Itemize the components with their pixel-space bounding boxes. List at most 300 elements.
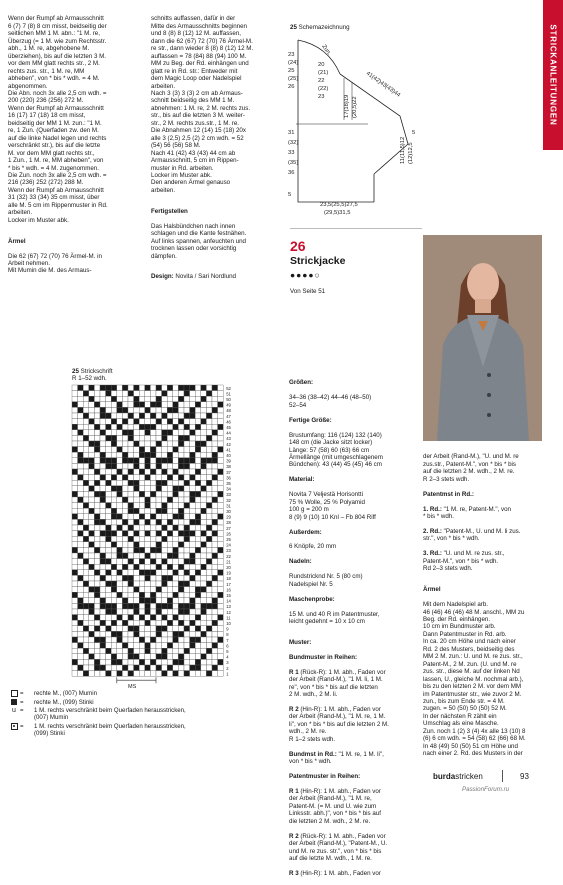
chart-cell-light xyxy=(184,592,190,598)
chart-cell-light xyxy=(218,587,224,593)
chart-cell-dark xyxy=(134,547,140,553)
chart-cell-light xyxy=(201,659,207,665)
chart-cell-light xyxy=(184,491,190,497)
chart-cell-light xyxy=(122,659,128,665)
chart-cell-dark xyxy=(89,531,95,537)
chart-row-label: 49 xyxy=(226,402,231,408)
chart-cell-light xyxy=(173,626,179,632)
chart-cell-light xyxy=(83,407,89,413)
chart-cell-light xyxy=(145,615,151,621)
chart-cell-light xyxy=(139,620,145,626)
chart-cell-dark xyxy=(201,609,207,615)
chart-cell-light xyxy=(184,402,190,408)
chart-cell-dark xyxy=(89,486,95,492)
chart-cell-dark xyxy=(111,419,117,425)
chart-cell-dark xyxy=(150,424,156,430)
chart-cell-light xyxy=(145,587,151,593)
chart-cell-light xyxy=(100,659,106,665)
chart-cell-light xyxy=(201,553,207,559)
chart-cell-light xyxy=(173,609,179,615)
body-outline xyxy=(298,40,374,202)
chart-cell-light xyxy=(122,480,128,486)
chart-cell-light xyxy=(190,615,196,621)
repeat-label: MS xyxy=(128,684,137,691)
chart-cell-light xyxy=(89,430,95,436)
chart-cell-light xyxy=(94,413,100,419)
chart-cell-dark xyxy=(111,603,117,609)
chart-cell-light xyxy=(195,391,201,397)
chart-cell-light xyxy=(128,637,134,643)
difficulty-rating: ●●●●○ xyxy=(290,270,321,280)
chart-cell-light xyxy=(150,654,156,660)
chart-cell-light xyxy=(156,447,162,453)
chart-cell-light xyxy=(89,475,95,481)
chart-cell-dark xyxy=(201,564,207,570)
chart-cell-light xyxy=(78,424,84,430)
chart-cell-dark xyxy=(190,458,196,464)
chart-cell-light xyxy=(145,564,151,570)
chart-cell-dark xyxy=(83,480,89,486)
chart-cell-light xyxy=(122,441,128,447)
chart-cell-light xyxy=(128,441,134,447)
chart-cell-light xyxy=(150,525,156,531)
chart-cell-light xyxy=(122,631,128,637)
chart-cell-light xyxy=(94,486,100,492)
chart-cell-light xyxy=(72,435,78,441)
chart-cell-light xyxy=(83,452,89,458)
measure-label: (32) xyxy=(288,140,299,146)
chart-cell-light xyxy=(117,435,123,441)
chart-cell-light xyxy=(212,581,218,587)
chart-cell-light xyxy=(111,575,117,581)
chart-cell-dark xyxy=(162,413,168,419)
chart-cell-light xyxy=(94,620,100,626)
chart-cell-dark xyxy=(128,430,134,436)
chart-cell-dark xyxy=(72,615,78,621)
chart-cell-light xyxy=(78,659,84,665)
chart-cell-dark xyxy=(190,413,196,419)
empty-square-icon xyxy=(11,690,18,697)
chart-cell-dark xyxy=(150,547,156,553)
chart-row-label: 1 xyxy=(226,671,229,677)
chart-cell-dark xyxy=(156,480,162,486)
chart-cell-light xyxy=(94,671,100,677)
chart-cell-light xyxy=(128,452,134,458)
chart-cell-light xyxy=(122,402,128,408)
chart-cell-dark xyxy=(83,525,89,531)
chart-cell-light xyxy=(83,514,89,520)
chart-cell-dark xyxy=(218,402,224,408)
chart-cell-light xyxy=(173,519,179,525)
chart-cell-dark xyxy=(122,419,128,425)
chart-cell-light xyxy=(218,396,224,402)
chart-cell-dark xyxy=(145,553,151,559)
chart-cell-light xyxy=(201,402,207,408)
chart-cell-light xyxy=(167,570,173,576)
chart-cell-light xyxy=(195,508,201,514)
chart-cell-light xyxy=(206,469,212,475)
chart-cell-dark xyxy=(167,553,173,559)
chart-cell-light xyxy=(212,570,218,576)
u-symbol-icon: u xyxy=(12,706,16,714)
chart-cell-dark xyxy=(156,542,162,548)
chart-cell-light xyxy=(134,469,140,475)
chart-cell-light xyxy=(178,503,184,509)
chart-cell-light xyxy=(150,643,156,649)
chart-cell-light xyxy=(117,598,123,604)
chart-cell-light xyxy=(134,407,140,413)
chart-cell-dark xyxy=(150,615,156,621)
chart-cell-dark xyxy=(206,536,212,542)
chart-cell-light xyxy=(117,475,123,481)
chart-cell-light xyxy=(134,514,140,520)
chart-cell-dark xyxy=(206,391,212,397)
chart-cell-dark xyxy=(212,575,218,581)
chart-cell-dark xyxy=(139,447,145,453)
chart-cell-dark xyxy=(83,671,89,677)
chart-cell-light xyxy=(206,452,212,458)
chart-cell-light xyxy=(78,441,84,447)
chart-cell-light xyxy=(212,503,218,509)
chart-cell-dark xyxy=(128,671,134,677)
chart-cell-light xyxy=(167,396,173,402)
measure-label: 23,5(25,5)27,5 xyxy=(320,202,358,208)
chart-cell-dark xyxy=(83,536,89,542)
chart-cell-dark xyxy=(173,486,179,492)
chart-cell-light xyxy=(78,514,84,520)
chart-cell-light xyxy=(190,469,196,475)
chart-row-label: 20 xyxy=(226,565,231,570)
chart-cell-light xyxy=(83,564,89,570)
chart-cell-dark xyxy=(106,463,112,469)
chart-cell-light xyxy=(117,654,123,660)
chart-cell-dark xyxy=(83,391,89,397)
chart-cell-light xyxy=(206,637,212,643)
chart-cell-light xyxy=(139,575,145,581)
chart-cell-dark xyxy=(218,424,224,430)
chart-cell-dark xyxy=(156,441,162,447)
chart-cell-dark xyxy=(134,419,140,425)
chart-cell-light xyxy=(122,413,128,419)
chart-cell-light xyxy=(150,463,156,469)
chart-cell-light xyxy=(162,385,168,391)
chart-cell-light xyxy=(206,430,212,436)
chart-cell-light xyxy=(212,615,218,621)
chart-cell-light xyxy=(206,486,212,492)
chart-cell-dark xyxy=(201,531,207,537)
chart-cell-light xyxy=(72,587,78,593)
chart-cell-light xyxy=(106,497,112,503)
chart-cell-light xyxy=(83,475,89,481)
chart-cell-light xyxy=(156,637,162,643)
chart-cell-light xyxy=(162,564,168,570)
chart-cell-light xyxy=(150,564,156,570)
chart-cell-light xyxy=(195,525,201,531)
chart-cell-light xyxy=(78,587,84,593)
chart-cell-dark xyxy=(145,385,151,391)
chart-cell-dark xyxy=(111,631,117,637)
chart-cell-light xyxy=(111,626,117,632)
measure-label: 5 xyxy=(412,130,416,136)
chart-cell-dark xyxy=(122,620,128,626)
chart-cell-dark xyxy=(145,458,151,464)
chart-cell-dark xyxy=(117,491,123,497)
chart-cell-light xyxy=(78,626,84,632)
chart-cell-light xyxy=(212,648,218,654)
chart-cell-dark xyxy=(78,598,84,604)
chart-cell-light xyxy=(72,603,78,609)
chart-cell-light xyxy=(106,407,112,413)
chart-cell-light xyxy=(206,564,212,570)
chart-cell-dark xyxy=(195,480,201,486)
chart-cell-dark xyxy=(78,643,84,649)
chart-cell-dark xyxy=(145,475,151,481)
chart-cell-dark xyxy=(173,407,179,413)
chart-cell-dark xyxy=(122,497,128,503)
chart-cell-light xyxy=(167,542,173,548)
chart-cell-light xyxy=(195,430,201,436)
chart-cell-light xyxy=(89,547,95,553)
chart-cell-light xyxy=(89,536,95,542)
chart-cell-light xyxy=(173,497,179,503)
chart-cell-light xyxy=(83,615,89,621)
chart-cell-light xyxy=(195,536,201,542)
chart-cell-dark xyxy=(190,575,196,581)
measure-label: 31 xyxy=(288,130,295,136)
chart-cell-light xyxy=(195,463,201,469)
chart-cell-dark xyxy=(167,519,173,525)
chart-cell-light xyxy=(206,631,212,637)
chart-cell-dark xyxy=(94,587,100,593)
chart-cell-light xyxy=(145,637,151,643)
chart-cell-dark xyxy=(94,626,100,632)
chart-cell-dark xyxy=(78,665,84,671)
chart-cell-light xyxy=(184,575,190,581)
chart-cell-dark xyxy=(201,508,207,514)
chart-cell-dark xyxy=(218,615,224,621)
chart-cell-light xyxy=(89,435,95,441)
chart-cell-light xyxy=(201,475,207,481)
chart-cell-light xyxy=(111,480,117,486)
chart-cell-light xyxy=(117,609,123,615)
chart-row-label: 31 xyxy=(226,503,231,509)
chart-cell-light xyxy=(178,637,184,643)
chart-cell-dark xyxy=(156,463,162,469)
chart-cell-light xyxy=(83,402,89,408)
chart-cell-light xyxy=(139,441,145,447)
chart-cell-dark xyxy=(89,419,95,425)
chart-cell-light xyxy=(178,592,184,598)
chart-cell-light xyxy=(117,564,123,570)
chart-cell-light xyxy=(201,648,207,654)
chart-cell-light xyxy=(156,469,162,475)
chart-cell-light xyxy=(201,424,207,430)
chart-cell-light xyxy=(195,542,201,548)
chart-cell-light xyxy=(156,575,162,581)
chart-cell-light xyxy=(218,609,224,615)
chart-cell-dark xyxy=(111,620,117,626)
chart-cell-dark xyxy=(117,592,123,598)
chart-cell-dark xyxy=(201,441,207,447)
chart-cell-light xyxy=(139,407,145,413)
chart-cell-dark xyxy=(128,575,134,581)
chart-cell-dark xyxy=(72,570,78,576)
chart-cell-light xyxy=(195,575,201,581)
chart-cell-light xyxy=(100,609,106,615)
chart-cell-dark xyxy=(167,575,173,581)
chart-cell-light xyxy=(83,519,89,525)
chart-cell-dark xyxy=(173,615,179,621)
chart-cell-dark xyxy=(212,519,218,525)
chart-row-label: 34 xyxy=(226,486,231,492)
chart-cell-light xyxy=(89,413,95,419)
chart-cell-light xyxy=(218,536,224,542)
chart-cell-light xyxy=(150,435,156,441)
chart-cell-light xyxy=(72,396,78,402)
chart-cell-dark xyxy=(128,391,134,397)
chart-cell-dark xyxy=(94,480,100,486)
chart-cell-light xyxy=(218,458,224,464)
chart-cell-dark xyxy=(89,631,95,637)
chart-cell-light xyxy=(106,631,112,637)
chart-cell-light xyxy=(83,659,89,665)
chart-cell-light xyxy=(106,469,112,475)
chart-cell-light xyxy=(128,447,134,453)
chart-cell-dark xyxy=(145,575,151,581)
chart-cell-light xyxy=(162,486,168,492)
chart-cell-light xyxy=(122,559,128,565)
chart-cell-dark xyxy=(178,564,184,570)
chart-cell-light xyxy=(162,475,168,481)
chart-cell-dark xyxy=(218,570,224,576)
chart-cell-dark xyxy=(117,553,123,559)
chart-cell-light xyxy=(178,626,184,632)
chart-cell-light xyxy=(78,542,84,548)
chart-row-label: 9 xyxy=(226,626,229,632)
chart-cell-dark xyxy=(167,430,173,436)
chart-cell-dark xyxy=(117,486,123,492)
chart-cell-light xyxy=(122,592,128,598)
chart-cell-dark xyxy=(139,452,145,458)
chart-cell-light xyxy=(150,480,156,486)
chart-cell-light xyxy=(190,402,196,408)
chart-cell-dark xyxy=(178,441,184,447)
chart-cell-dark xyxy=(178,587,184,593)
chart-cell-light xyxy=(72,441,78,447)
chart-row-label: 45 xyxy=(226,425,231,430)
chart-cell-light xyxy=(134,491,140,497)
chart-cell-light xyxy=(201,469,207,475)
chart-cell-dark xyxy=(106,458,112,464)
measure-label: (25) xyxy=(288,76,299,82)
chart-cell-dark xyxy=(89,458,95,464)
chart-cell-light xyxy=(218,564,224,570)
chart-cell-dark xyxy=(145,407,151,413)
chart-cell-light xyxy=(212,626,218,632)
chart-cell-light xyxy=(212,659,218,665)
chart-cell-dark xyxy=(106,503,112,509)
dotted-square-icon xyxy=(11,723,18,730)
chart-cell-light xyxy=(89,626,95,632)
chart-cell-light xyxy=(218,419,224,425)
chart-cell-light xyxy=(78,463,84,469)
chart-cell-light xyxy=(184,441,190,447)
chart-cell-light xyxy=(218,391,224,397)
chart-cell-light xyxy=(173,458,179,464)
chart-cell-dark xyxy=(167,665,173,671)
chart-cell-dark xyxy=(156,587,162,593)
chart-cell-light xyxy=(195,452,201,458)
chart-cell-light xyxy=(106,564,112,570)
chart-cell-light xyxy=(195,458,201,464)
chart-cell-dark xyxy=(111,486,117,492)
chart-cell-light xyxy=(83,463,89,469)
chart-cell-light xyxy=(195,609,201,615)
chart-cell-light xyxy=(139,435,145,441)
chart-cell-light xyxy=(212,391,218,397)
chart-cell-dark xyxy=(106,391,112,397)
chart-cell-light xyxy=(72,648,78,654)
measure-label: (29,5)31,5 xyxy=(324,210,351,216)
chart-cell-light xyxy=(201,519,207,525)
chart-cell-light xyxy=(162,424,168,430)
chart-cell-light xyxy=(72,671,78,677)
chart-cell-dark xyxy=(190,452,196,458)
chart-cell-dark xyxy=(106,413,112,419)
chart-cell-dark xyxy=(122,643,128,649)
chart-cell-light xyxy=(106,620,112,626)
chart-cell-light xyxy=(83,441,89,447)
chart-cell-light xyxy=(100,564,106,570)
chart-cell-dark xyxy=(128,458,134,464)
chart-cell-dark xyxy=(218,514,224,520)
chart-cell-dark xyxy=(156,519,162,525)
chart-cell-light xyxy=(156,503,162,509)
chart-cell-light xyxy=(218,525,224,531)
measure-label: (12)12,5 xyxy=(408,142,414,164)
chart-cell-light xyxy=(156,559,162,565)
measure-label: 41(42)43(43)44 xyxy=(364,70,402,99)
chart-cell-dark xyxy=(150,491,156,497)
chart-cell-dark xyxy=(195,587,201,593)
chart-cell-light xyxy=(89,407,95,413)
chart-cell-light xyxy=(150,609,156,615)
chart-cell-dark xyxy=(83,435,89,441)
chart-cell-dark xyxy=(178,514,184,520)
chart-cell-dark xyxy=(83,626,89,632)
chart-cell-dark xyxy=(134,396,140,402)
chart-cell-light xyxy=(117,665,123,671)
chart-cell-light xyxy=(178,598,184,604)
chart-cell-dark xyxy=(162,435,168,441)
chart-cell-dark xyxy=(190,603,196,609)
chart-cell-light xyxy=(83,598,89,604)
chart-cell-light xyxy=(167,491,173,497)
chart-cell-light xyxy=(100,570,106,576)
chart-cell-light xyxy=(173,598,179,604)
chart-cell-dark xyxy=(201,396,207,402)
chart-cell-light xyxy=(167,447,173,453)
chart-cell-light xyxy=(150,458,156,464)
chart-cell-dark xyxy=(201,419,207,425)
chart-cell-dark xyxy=(83,413,89,419)
chart-cell-light xyxy=(134,615,140,621)
chart-cell-light xyxy=(184,643,190,649)
chart-cell-light xyxy=(72,620,78,626)
chart-cell-dark xyxy=(128,615,134,621)
chart-cell-dark xyxy=(162,458,168,464)
chart-cell-light xyxy=(134,637,140,643)
